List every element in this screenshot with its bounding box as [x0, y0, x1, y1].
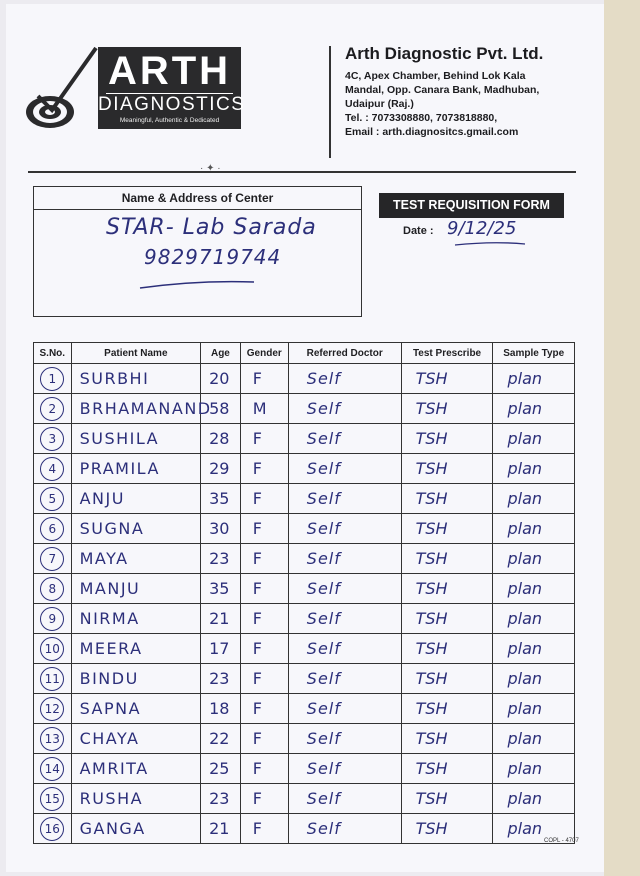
test-prescribed-cell: TSH [401, 784, 493, 814]
referred-doctor-cell: Self [288, 694, 401, 724]
sample-type-cell: plan [493, 574, 575, 604]
target-with-check-icon [24, 44, 100, 134]
serial-number-cell [34, 544, 72, 574]
patient-gender-cell: F [240, 424, 288, 454]
patient-age-cell: 23 [201, 544, 241, 574]
sample-type-cell: plan [493, 724, 575, 754]
test-prescribed-cell: TSH [401, 544, 493, 574]
serial-number-cell [34, 604, 72, 634]
address-line: 4C, Apex Chamber, Behind Lok Kala [345, 70, 526, 82]
table-row [34, 394, 575, 424]
patient-gender-cell: F [240, 634, 288, 664]
test-prescribed-cell: TSH [401, 664, 493, 694]
table-row [34, 604, 575, 634]
serial-circle: 8 [40, 577, 64, 601]
patient-age-cell: 22 [201, 724, 241, 754]
test-prescribed-cell: TSH [401, 694, 493, 724]
company-block [345, 44, 595, 139]
date-label: Date : [403, 225, 434, 237]
table-row [34, 454, 575, 484]
serial-circle: 13 [40, 727, 64, 751]
referred-doctor-cell: Self [288, 814, 401, 844]
patient-gender-cell: F [240, 784, 288, 814]
patient-gender-cell: F [240, 454, 288, 484]
column-header: Patient Name [71, 343, 201, 364]
center-box [33, 186, 362, 317]
form-code: COPL - 4707 [544, 838, 579, 844]
patient-name-cell: SUGNA [71, 514, 201, 544]
serial-circle: 5 [40, 487, 64, 511]
referred-doctor-cell: Self [288, 724, 401, 754]
serial-circle: 11 [40, 667, 64, 691]
serial-number-cell [34, 634, 72, 664]
column-header: S.No. [34, 343, 72, 364]
sample-type-cell: plan [493, 754, 575, 784]
patient-age-cell: 35 [201, 484, 241, 514]
referred-doctor-cell: Self [288, 424, 401, 454]
patient-age-cell: 23 [201, 664, 241, 694]
test-prescribed-cell: TSH [401, 754, 493, 784]
table-row [34, 664, 575, 694]
center-name: STAR- Lab Sarada [106, 215, 317, 240]
sample-type-cell: plan [493, 604, 575, 634]
referred-doctor-cell: Self [288, 754, 401, 784]
header-rule [28, 171, 576, 173]
patient-gender-cell: M [240, 394, 288, 424]
test-prescribed-cell: TSH [401, 514, 493, 544]
sample-type-cell: plan [493, 544, 575, 574]
column-header: Referred Doctor [288, 343, 401, 364]
patient-name-cell: RUSHA [71, 784, 201, 814]
table-row [34, 634, 575, 664]
serial-circle: 3 [40, 427, 64, 451]
table-row [34, 514, 575, 544]
company-name: Arth Diagnostic Pvt. Ltd. [345, 44, 544, 63]
underline-stroke [453, 240, 527, 248]
serial-number-cell [34, 424, 72, 454]
sample-type-cell: plan [493, 454, 575, 484]
column-header: Test Prescribe [401, 343, 493, 364]
patient-age-cell: 23 [201, 784, 241, 814]
logo-tagline: Meaningful, Authentic & Dedicated [119, 117, 220, 124]
patient-name-cell: SUSHILA [71, 424, 201, 454]
logo-subtitle: DIAGNOSTICS [98, 94, 246, 115]
sample-type-cell: plan [493, 784, 575, 814]
serial-circle: 4 [40, 457, 64, 481]
table-row [34, 424, 575, 454]
patient-name-cell: MAYA [71, 544, 201, 574]
serial-number-cell [34, 484, 72, 514]
test-prescribed-cell: TSH [401, 454, 493, 484]
table-row [34, 544, 575, 574]
patient-name-cell: MANJU [71, 574, 201, 604]
patient-age-cell: 21 [201, 604, 241, 634]
test-prescribed-cell: TSH [401, 814, 493, 844]
email-line: Email : arth.diagnositcs.gmail.com [345, 126, 519, 138]
patient-gender-cell: F [240, 514, 288, 544]
sample-type-cell: plan [493, 484, 575, 514]
form-title: TEST REQUISITION FORM [379, 193, 564, 218]
patient-name-cell: SURBHI [71, 364, 201, 394]
serial-number-cell [34, 574, 72, 604]
serial-number-cell [34, 724, 72, 754]
patient-age-cell: 17 [201, 634, 241, 664]
patient-name-cell: MEERA [71, 634, 201, 664]
column-header: Sample Type [493, 343, 575, 364]
sample-type-cell: plan [493, 514, 575, 544]
underline-stroke [138, 278, 256, 290]
referred-doctor-cell: Self [288, 364, 401, 394]
test-prescribed-cell: TSH [401, 394, 493, 424]
serial-circle: 16 [40, 817, 64, 841]
patient-gender-cell: F [240, 484, 288, 514]
header-divider [329, 46, 331, 158]
address-line: Mandal, Opp. Canara Bank, Madhuban, [345, 84, 540, 96]
serial-circle: 10 [40, 637, 64, 661]
patient-name-cell: BRHAMANAND [71, 394, 201, 424]
table-row [34, 364, 575, 394]
patient-age-cell: 29 [201, 454, 241, 484]
table-row [34, 724, 575, 754]
patient-gender-cell: F [240, 364, 288, 394]
address-line: Udaipur (Raj.) [345, 98, 414, 110]
test-prescribed-cell: TSH [401, 424, 493, 454]
table-row [34, 754, 575, 784]
table-header-row [34, 343, 575, 364]
referred-doctor-cell: Self [288, 484, 401, 514]
test-prescribed-cell: TSH [401, 364, 493, 394]
serial-number-cell [34, 394, 72, 424]
patient-name-cell: NIRMA [71, 604, 201, 634]
referred-doctor-cell: Self [288, 634, 401, 664]
sample-type-cell: plan [493, 664, 575, 694]
sample-type-cell: plan [493, 694, 575, 724]
test-prescribed-cell: TSH [401, 724, 493, 754]
serial-circle: 6 [40, 517, 64, 541]
serial-circle: 12 [40, 697, 64, 721]
patient-name-cell: PRAMILA [71, 454, 201, 484]
patient-gender-cell: F [240, 574, 288, 604]
patient-age-cell: 35 [201, 574, 241, 604]
patient-age-cell: 28 [201, 424, 241, 454]
referred-doctor-cell: Self [288, 544, 401, 574]
table-row [34, 694, 575, 724]
column-header: Age [201, 343, 241, 364]
phone-line: Tel. : 7073308880, 7073818880, [345, 112, 498, 124]
sample-type-cell: plan [493, 424, 575, 454]
serial-circle: 1 [40, 367, 64, 391]
patient-name-cell: CHAYA [71, 724, 201, 754]
patient-gender-cell: F [240, 724, 288, 754]
serial-circle: 7 [40, 547, 64, 571]
serial-number-cell [34, 664, 72, 694]
referred-doctor-cell: Self [288, 454, 401, 484]
serial-number-cell [34, 454, 72, 484]
referred-doctor-cell: Self [288, 394, 401, 424]
serial-circle: 15 [40, 787, 64, 811]
patient-age-cell: 21 [201, 814, 241, 844]
test-prescribed-cell: TSH [401, 574, 493, 604]
column-header: Gender [240, 343, 288, 364]
table-row [34, 784, 575, 814]
table-row [34, 574, 575, 604]
center-phone: 9829719744 [144, 245, 282, 269]
patient-age-cell: 18 [201, 694, 241, 724]
serial-number-cell [34, 754, 72, 784]
patient-table [33, 342, 575, 844]
test-prescribed-cell: TSH [401, 484, 493, 514]
referred-doctor-cell: Self [288, 574, 401, 604]
patient-gender-cell: F [240, 754, 288, 784]
serial-circle: 14 [40, 757, 64, 781]
logo-word: ARTH [107, 49, 232, 93]
test-prescribed-cell: TSH [401, 604, 493, 634]
patient-gender-cell: F [240, 814, 288, 844]
sample-type-cell: plan [493, 394, 575, 424]
center-heading: Name & Address of Center [34, 187, 361, 210]
referred-doctor-cell: Self [288, 514, 401, 544]
date-value: 9/12/25 [447, 218, 517, 239]
patient-age-cell: 30 [201, 514, 241, 544]
referred-doctor-cell: Self [288, 664, 401, 694]
serial-circle: 2 [40, 397, 64, 421]
patient-gender-cell: F [240, 544, 288, 574]
background-edge [604, 0, 640, 876]
patient-age-cell: 25 [201, 754, 241, 784]
patient-name-cell: ANJU [71, 484, 201, 514]
patient-gender-cell: F [240, 694, 288, 724]
serial-number-cell [34, 784, 72, 814]
patient-gender-cell: F [240, 664, 288, 694]
serial-number-cell [34, 364, 72, 394]
table-row [34, 484, 575, 514]
patient-age-cell: 20 [201, 364, 241, 394]
test-prescribed-cell: TSH [401, 634, 493, 664]
sample-type-cell: plan [493, 634, 575, 664]
patient-name-cell: GANGA [71, 814, 201, 844]
patient-age-cell: 58 [201, 394, 241, 424]
logo [98, 47, 246, 129]
serial-circle: 9 [40, 607, 64, 631]
patient-name-cell: SAPNA [71, 694, 201, 724]
patient-name-cell: AMRITA [71, 754, 201, 784]
referred-doctor-cell: Self [288, 784, 401, 814]
patient-name-cell: BINDU [71, 664, 201, 694]
sample-type-cell: plan [493, 814, 575, 844]
serial-number-cell [34, 514, 72, 544]
patient-gender-cell: F [240, 604, 288, 634]
referred-doctor-cell: Self [288, 604, 401, 634]
sample-type-cell: plan [493, 364, 575, 394]
serial-number-cell [34, 814, 72, 844]
ink-speck: · ✦ · [200, 163, 221, 174]
table-row [34, 814, 575, 844]
serial-number-cell [34, 694, 72, 724]
